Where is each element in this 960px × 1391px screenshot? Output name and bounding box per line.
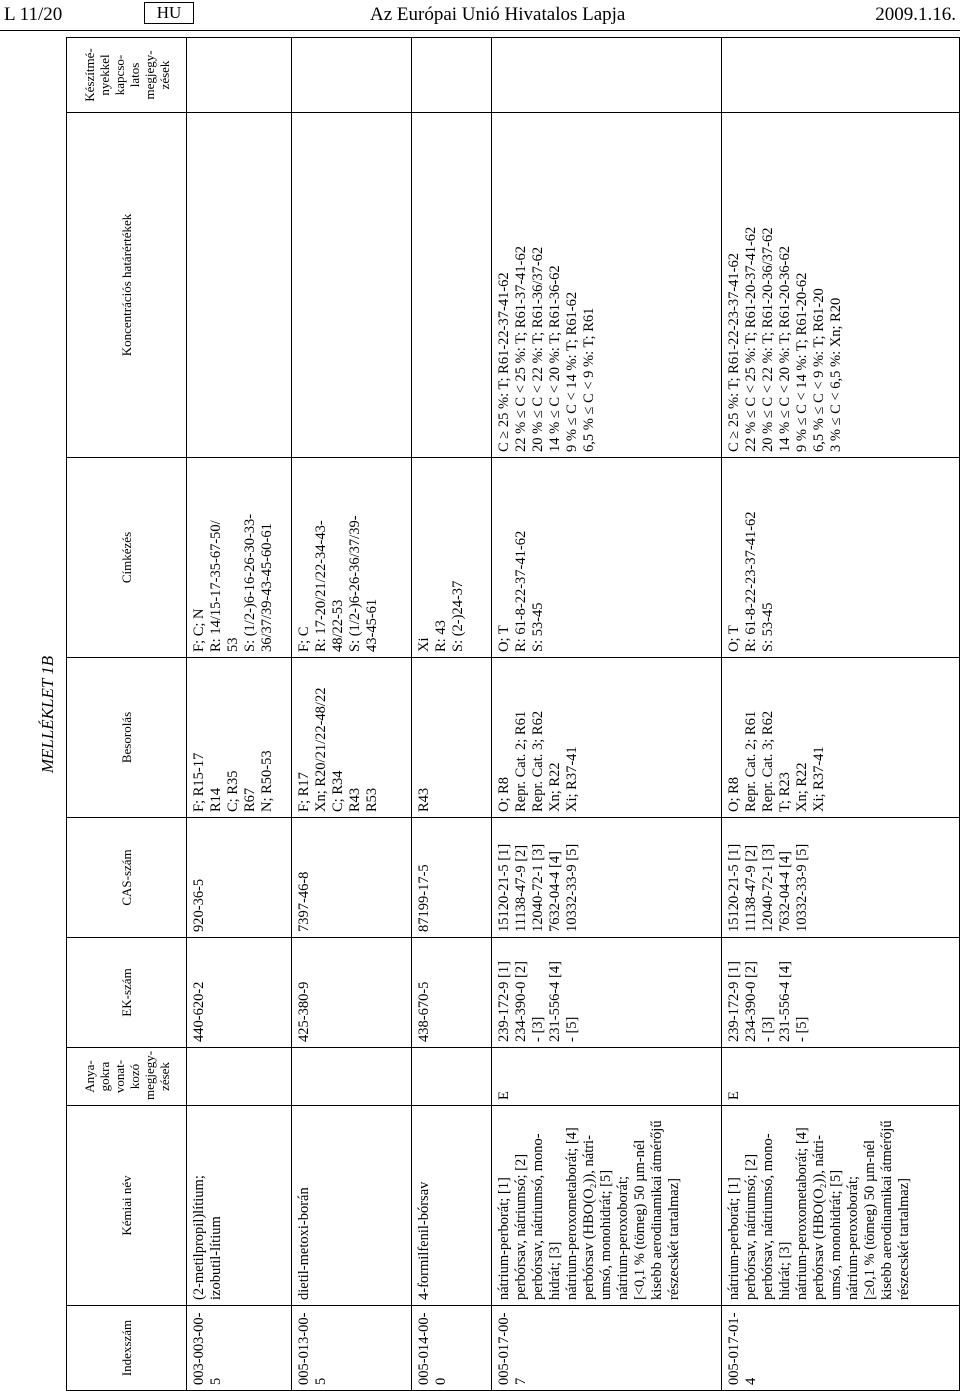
- table-row: [412, 38, 492, 1391]
- cell-classification: F; R17 Xn; R20/21/22-48/22 C; R34 R43 R53: [292, 658, 412, 818]
- col-name: Kémiai név: [67, 1106, 187, 1306]
- col-concentration: Koncentrációs határértékek: [67, 113, 187, 458]
- page-number: L 11/20: [4, 4, 63, 25]
- cell-concentration: [412, 113, 492, 458]
- header-divider: [0, 30, 960, 31]
- cell-note: [412, 1048, 492, 1106]
- table-row: [292, 38, 412, 1391]
- cell-index: 005-013-00-5: [292, 1306, 412, 1391]
- cell-classification: F; R15-17 R14 C; R35 R67 N; R50-53: [187, 658, 292, 818]
- cell-cas: 87199-17-5: [412, 818, 492, 938]
- cell-name: (2-metilpropil)lítium; izobutil-lítium: [187, 1106, 292, 1306]
- cell-labelling: F; C R: 17-20/21/22-34-43- 48/22-53 S: (1/2-)6-26-36/37/39- 43-45-61: [292, 458, 412, 658]
- col-substance-note: Anya- gokra vonat- kozó megjegy- zések: [67, 1048, 187, 1106]
- cell-ec: 239-172-9 [1] 234-390-0 [2] - [3] 231-556-4 [4] - [5]: [722, 938, 960, 1048]
- language-badge: HU: [144, 2, 194, 24]
- cell-cas: 15120-21-5 [1] 11138-47-9 [2] 12040-72-1 [3] 7632-04-4 [4] 10332-33-9 [5]: [722, 818, 960, 938]
- cell-index: 005-014-00-0: [412, 1306, 492, 1391]
- cell-classification: O; R8 Repr. Cat. 2; R61 Repr. Cat. 3; R62 T; R23 Xn; R22 Xi; R37-41: [722, 658, 960, 818]
- substance-table: [66, 37, 960, 1391]
- cell-labelling: Xi R: 43 S: (2-)24-37: [412, 458, 492, 658]
- cell-prep-note: [292, 38, 412, 113]
- cell-note: E: [722, 1048, 960, 1106]
- cell-prep-note: [722, 38, 960, 113]
- cell-name: nátrium-perborát; [1] perbórsav, nátriumsó; [2] perbórsav, nátriumsó, mono- hidrát; [3] nátrium-peroxometaborát; [4] perbórsav (HBO(O₂)), nátri- umsó, monohidrát; [5] nátrium-peroxoborát; [≥0,1 % (tömeg) 50 µm-nél kisebb aerodinamikai átmérőjű részecskét tartalmaz]: [722, 1106, 960, 1306]
- col-ec: EK-szám: [67, 938, 187, 1048]
- cell-concentration: [292, 113, 412, 458]
- cell-name: 4-formilfenil-bórsav: [412, 1106, 492, 1306]
- table-header-row: [67, 38, 187, 1391]
- col-labelling: Címkézés: [67, 458, 187, 658]
- col-classification: Besorolás: [67, 658, 187, 818]
- cell-note: E: [492, 1048, 722, 1106]
- journal-title: Az Európai Unió Hivatalos Lapja: [370, 4, 626, 25]
- col-preparation-note: Készítmé- nyekkel kapcso- latos megjegy- zések: [67, 38, 187, 113]
- col-index: Indexszám: [67, 1306, 187, 1391]
- cell-labelling: O; T R: 61-8-22-37-41-62 S: 53-45: [492, 458, 722, 658]
- cell-ec: 440-620-2: [187, 938, 292, 1048]
- cell-cas: 15120-21-5 [1] 11138-47-9 [2] 12040-72-1 [3] 7632-04-4 [4] 10332-33-9 [5]: [492, 818, 722, 938]
- cell-index: 005-017-00-7: [492, 1306, 722, 1391]
- cell-note: [187, 1048, 292, 1106]
- cell-ec: 425-380-9: [292, 938, 412, 1048]
- cell-name: nátrium-perborát; [1] perbórsav, nátriumsó; [2] perbórsav, nátriumsó, mono- hidrát; [3] nátrium-peroxometaborát; [4] perbórsav (HBO(O₂)), nátri- umsó, monohidrát; [5] nátrium-peroxoborát; [<0,1 % (tömeg) 50 µm-nél kisebb aerodinamikai átmérőjű részecskét tartalmaz]: [492, 1106, 722, 1306]
- cell-ec: 438-670-5: [412, 938, 492, 1048]
- cell-cas: 7397-46-8: [292, 818, 412, 938]
- cell-concentration: C ≥ 25 %: T; R61-22-23-37-41-62 22 % ≤ C < 25 %: T; R61-20-37-41-62 20 % ≤ C < 22 %: T; R61-20-36/37-62 14 % ≤ C < 20 %: T; R61-20-36-62 9 % ≤ C < 14 %: T; R61-20-62 6,5 % ≤ C < 9 %: T; R61-20 3 % ≤ C < 6,5 %: Xn; R20: [722, 113, 960, 458]
- cell-note: [292, 1048, 412, 1106]
- cell-prep-note: [187, 38, 292, 113]
- col-cas: CAS-szám: [67, 818, 187, 938]
- cell-ec: 239-172-9 [1] 234-390-0 [2] - [3] 231-556-4 [4] - [5]: [492, 938, 722, 1048]
- page-header: [0, 0, 960, 30]
- cell-concentration: [187, 113, 292, 458]
- table-row: [722, 38, 960, 1391]
- rotated-annex: [30, 38, 960, 1391]
- cell-concentration: C ≥ 25 %: T; R61-22-37-41-62 22 % ≤ C < 25 %: T; R61-37-41-62 20 % ≤ C < 22 %: T; R61-36/37-62 14 % ≤ C < 20 %: T; R61-36-62 9 % ≤ C < 14 %: T; R61-62 6,5 % ≤ C < 9 %: T; R61: [492, 113, 722, 458]
- cell-prep-note: [492, 38, 722, 113]
- cell-classification: R43: [412, 658, 492, 818]
- table-row: [492, 38, 722, 1391]
- cell-prep-note: [412, 38, 492, 113]
- cell-name: dietil-metoxi-borán: [292, 1106, 412, 1306]
- cell-cas: 920-36-5: [187, 818, 292, 938]
- publication-date: 2009.1.16.: [875, 4, 956, 25]
- annex-title: MELLÉKLET 1B: [38, 655, 57, 774]
- cell-labelling: O; T R: 61-8-22-23-37-41-62 S: 53-45: [722, 458, 960, 658]
- cell-classification: O; R8 Repr. Cat. 2; R61 Repr. Cat. 3; R62 Xn; R22 Xi; R37-41: [492, 658, 722, 818]
- cell-index: 003-003-00-5: [187, 1306, 292, 1391]
- cell-index: 005-017-01-4: [722, 1306, 960, 1391]
- cell-labelling: F; C; N R: 14/15-17-35-67-50/ 53 S: (1/2-)6-16-26-30-33- 36/37/39-43-45-60-61: [187, 458, 292, 658]
- table-row: [187, 38, 292, 1391]
